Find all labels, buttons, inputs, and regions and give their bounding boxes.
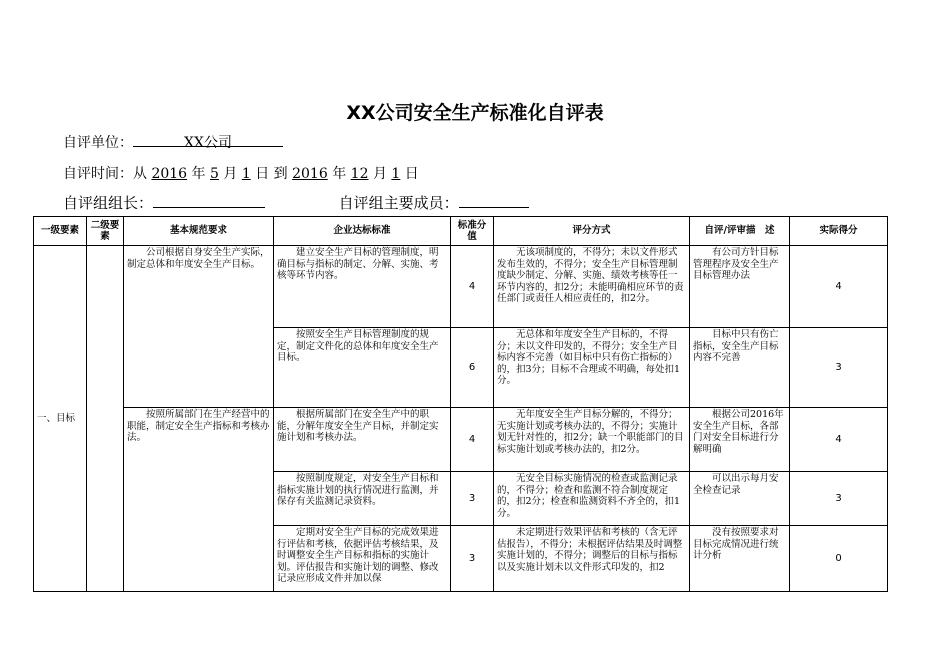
enterprise-standard: 根据所属部门在安全生产中的职能，分解年度安全生产目标，并制定实施计划和考核办法。 bbox=[274, 408, 451, 472]
standard-score: 6 bbox=[451, 328, 494, 408]
actual-score: 3 bbox=[790, 328, 888, 408]
table-row bbox=[34, 246, 888, 328]
day-unit: 日 bbox=[404, 166, 419, 182]
unit-value-field bbox=[133, 132, 283, 151]
header-desc: 自评/评审描 述 bbox=[690, 217, 790, 246]
evaluation-description: 根据公司2016年安全生产目标，各部门对安全目标进行分解明确 bbox=[690, 408, 790, 472]
scoring-method: 无年度安全生产目标分解的，不得分；无实施计划或考核办法的，不得分；实施计划无针对性的，扣2分；缺一个职能部门的目标实施计划或考核办法的，扣2分。 bbox=[494, 408, 690, 472]
evaluation-description: 没有按照要求对目标完成情况进行统计分析 bbox=[690, 526, 790, 592]
actual-score: 4 bbox=[790, 246, 888, 328]
enterprise-standard: 按照制度规定，对安全生产目标和指标实施计划的执行情况进行监测，并保存有关监测记录资料。 bbox=[274, 472, 451, 526]
group-line bbox=[63, 192, 529, 213]
enterprise-standard: 定期对安全生产目标的完成效果进行评估和考核，依据评估考核结果，及时调整安全生产目标和指标的实施计划。评估报告和实施计划的调整、修改记录应形成文件并加以保 bbox=[274, 526, 451, 592]
level2-element bbox=[87, 246, 124, 592]
header-l1: 一级要素 bbox=[34, 217, 87, 246]
page-title: XX公司安全生产标准化自评表 bbox=[346, 102, 604, 124]
standard-score: 4 bbox=[451, 246, 494, 328]
basic-requirement: 公司根据自身安全生产实际，制定总体和年度安全生产目标。 bbox=[124, 246, 274, 408]
actual-score: 4 bbox=[790, 408, 888, 472]
to-label: 到 bbox=[273, 166, 288, 182]
scoring-method: 无该项制度的，不得分；未以文件形式发布生效的，不得分；安全生产目标管理制度缺少制定、分解、实施、绩效考核等任一环节内容的，扣2分；未能明确相应环节的责任部门或责任人相应责任的，扣2分。 bbox=[494, 246, 690, 328]
standard-score: 3 bbox=[451, 472, 494, 526]
from-year: 2016 bbox=[151, 166, 188, 182]
self-evaluation-table bbox=[33, 216, 888, 592]
to-month: 12 bbox=[350, 166, 369, 182]
to-year: 2016 bbox=[292, 166, 328, 182]
leader-field bbox=[153, 193, 265, 208]
unit-label: 自评单位： bbox=[63, 135, 133, 151]
header-basic: 基本规范要求 bbox=[124, 217, 274, 246]
month-unit: 月 bbox=[223, 166, 238, 182]
header-actual: 实际得分 bbox=[790, 217, 888, 246]
enterprise-standard: 按照安全生产目标管理制度的规定，制定文件化的总体和年度安全生产目标。 bbox=[274, 328, 451, 408]
to-day: 1 bbox=[391, 166, 401, 182]
actual-score: 0 bbox=[790, 526, 888, 592]
scoring-method: 无安全目标实施情况的检查或监测记录的，不得分；检查和监测不符合制度规定的，扣2分；检查和监测资料不齐全的，扣1分。 bbox=[494, 472, 690, 526]
header-l2: 二级要素 bbox=[87, 217, 124, 246]
members-label: 自评组主要成员： bbox=[338, 194, 459, 212]
standard-score: 3 bbox=[451, 526, 494, 592]
header-std: 标准分值 bbox=[451, 217, 494, 246]
enterprise-standard: 建立安全生产目标的管理制度，明确目标与指标的制定、分解、实施、考核等环节内容。 bbox=[274, 246, 451, 328]
members-field bbox=[459, 193, 529, 208]
evaluation-description: 目标中只有伤亡指标，安全生产目标内容不完善 bbox=[690, 328, 790, 408]
header-enterprise: 企业达标标准 bbox=[274, 217, 451, 246]
month-unit: 月 bbox=[372, 166, 387, 182]
level1-element: 一、目标 bbox=[34, 246, 87, 592]
leader-label: 自评组组长： bbox=[63, 194, 154, 212]
scoring-method: 未定期进行效果评估和考核的（含无评估报告），不得分；未根据评估结果及时调整实施计划的，不得分；调整后的目标与指标以及实施计划未以文件形式印发的，扣2 bbox=[494, 526, 690, 592]
time-label: 自评时间：从 bbox=[63, 166, 147, 182]
scoring-method: 无总体和年度安全生产目标的，不得分；未以文件印发的，不得分；安全生产目标内容不完善（如目标中只有伤亡指标的）的，扣3分；目标不合理或不明确，每处扣1分。 bbox=[494, 328, 690, 408]
from-month: 5 bbox=[210, 166, 219, 182]
unit-value: XX公司 bbox=[184, 135, 232, 151]
basic-requirement: 按照所属部门在生产经营中的职能，制定安全生产指标和考核办法。 bbox=[124, 408, 274, 592]
table-row bbox=[34, 408, 888, 472]
standard-score: 4 bbox=[451, 408, 494, 472]
year-unit: 年 bbox=[191, 166, 206, 182]
evaluation-description: 可以出示每月安全检查记录 bbox=[690, 472, 790, 526]
unit-line bbox=[63, 132, 283, 152]
from-day: 1 bbox=[241, 166, 251, 182]
day-unit: 日 bbox=[255, 166, 270, 182]
year-unit: 年 bbox=[332, 166, 347, 182]
actual-score: 3 bbox=[790, 472, 888, 526]
evaluation-description: 有公司方针目标管理程序及安全生产目标管理办法 bbox=[690, 246, 790, 328]
table-header-row bbox=[34, 217, 888, 246]
time-line bbox=[63, 163, 419, 183]
header-method: 评分方式 bbox=[494, 217, 690, 246]
